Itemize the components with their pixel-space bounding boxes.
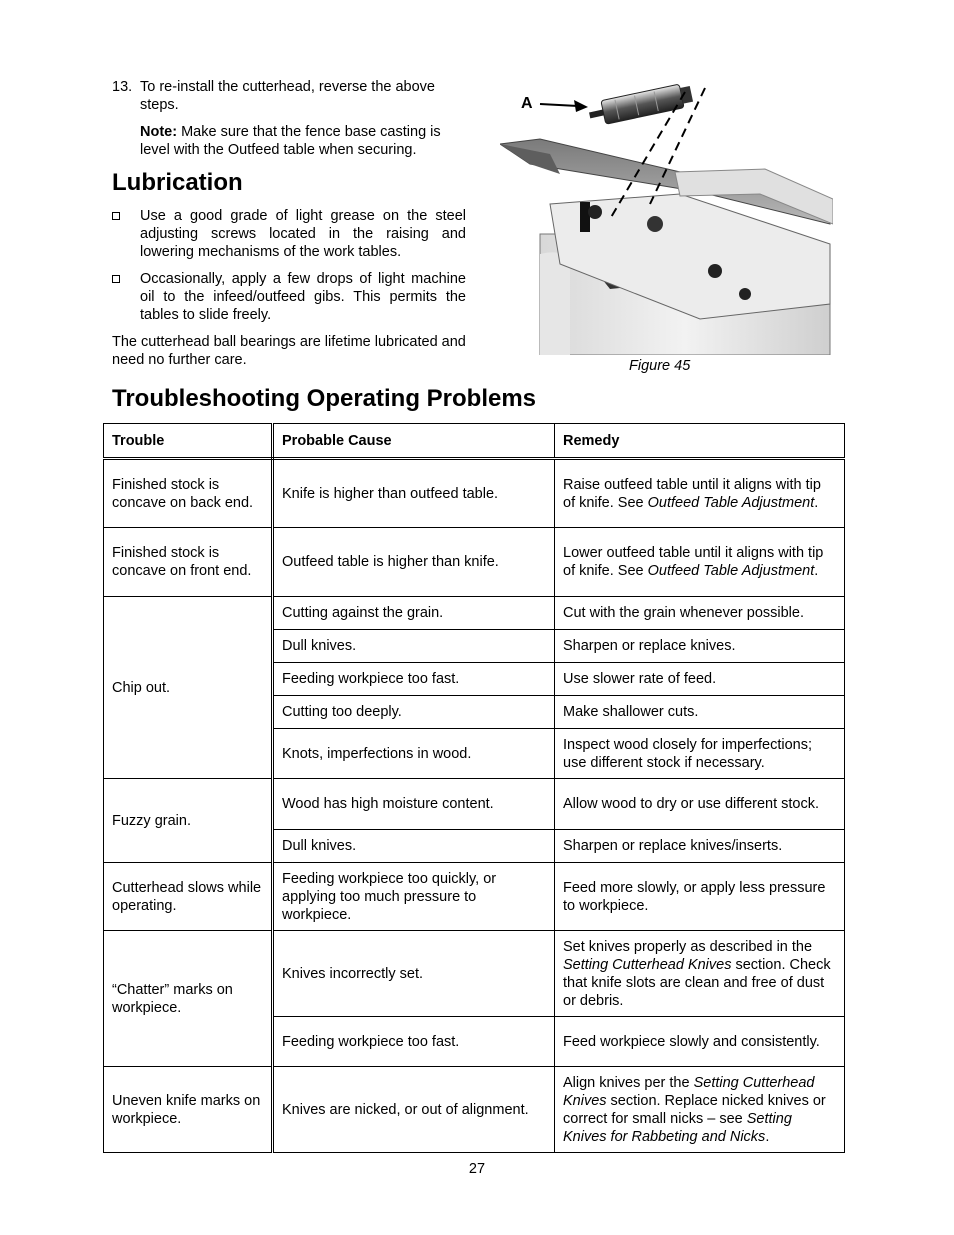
trouble-cell: Uneven knife marks on workpiece.: [104, 1067, 273, 1153]
step-13-number: 13.: [112, 79, 133, 95]
trouble-cell: Finished stock is concave on back end.: [104, 459, 273, 528]
cause-cell: Knots, imperfections in wood.: [273, 729, 555, 779]
lubrication-bullet-2: [112, 270, 466, 324]
cause-cell: Knives are nicked, or out of alignment.: [273, 1067, 555, 1153]
remedy-reference: Outfeed Table Adjustment: [647, 563, 815, 579]
trouble-cell: Cutterhead slows while operating.: [104, 863, 273, 931]
cause-cell: Wood has high moisture content.: [273, 779, 555, 830]
jointer-figure: [500, 84, 833, 355]
figure-caption: Figure 45: [629, 358, 691, 374]
remedy-reference: Setting Knives for Rabbeting and Nicks: [563, 1110, 792, 1145]
cause-cell: Dull knives.: [273, 830, 555, 863]
lubrication-bullet-text: Occasionally, apply a few drops of light machine oil to the infeed/outfeed gibs. This permits the tables to slide freely.: [140, 271, 466, 323]
cause-cell: Feeding workpiece too fast.: [273, 663, 555, 696]
remedy-tail: .: [814, 563, 819, 579]
remedy-cell: [555, 459, 845, 528]
remedy-cell: Allow wood to dry or use different stock.: [555, 779, 845, 830]
troubleshooting-heading: Troubleshooting Operating Problems: [112, 385, 537, 412]
table-row: [104, 597, 845, 630]
table-row: [104, 863, 845, 931]
trouble-cell: Fuzzy grain.: [104, 779, 273, 863]
lubrication-bullet-text: Use a good grade of light grease on the steel adjusting screws located in the raising and lowering mechanisms of the work tables.: [140, 208, 466, 260]
cause-cell: Dull knives.: [273, 630, 555, 663]
remedy-cell: Make shallower cuts.: [555, 696, 845, 729]
step-13-text: To re-install the cutterhead, reverse the above steps.: [140, 79, 435, 113]
trouble-cell: “Chatter” marks on workpiece.: [104, 931, 273, 1067]
trouble-cell: Finished stock is concave on front end.: [104, 528, 273, 597]
remedy-cell: Cut with the grain whenever possible.: [555, 597, 845, 630]
checkbox-bullet-icon: [112, 212, 120, 220]
checkbox-bullet-icon: [112, 275, 120, 283]
remedy-cell: [555, 1067, 845, 1153]
note-text: Make sure that the fence base casting is level with the Outfeed table when securing.: [140, 124, 441, 158]
cause-cell: Knife is higher than outfeed table.: [273, 459, 555, 528]
remedy-reference: Setting Cutterhead Knives: [563, 1074, 815, 1109]
cause-cell: Outfeed table is higher than knife.: [273, 528, 555, 597]
table-row: [104, 459, 845, 528]
table-row: [104, 1067, 845, 1153]
lubrication-heading: Lubrication: [112, 169, 243, 196]
remedy-cell: Sharpen or replace knives/inserts.: [555, 830, 845, 863]
column-header-cause: Probable Cause: [273, 424, 555, 459]
note-label: Note:: [140, 124, 178, 140]
remedy-tail: .: [765, 1128, 770, 1145]
step-13-note: [140, 123, 466, 159]
remedy-cell: Feed workpiece slowly and consistently.: [555, 1017, 845, 1067]
page-number: 27: [468, 1161, 486, 1177]
cause-cell: Cutting against the grain.: [273, 597, 555, 630]
table-row: [104, 931, 845, 1017]
remedy-text: Raise outfeed table until it aligns with tip of knife. See: [563, 476, 821, 511]
cause-cell: Feeding workpiece too fast.: [273, 1017, 555, 1067]
jointer-illustration: [500, 84, 833, 355]
remedy-tail: .: [814, 494, 819, 511]
remedy-text: section. Replace nicked knives or correct for small nicks – see: [563, 1092, 826, 1127]
cause-cell: Cutting too deeply.: [273, 696, 555, 729]
remedy-tail: section. Check that knife slots are clean and free of dust or debris.: [563, 956, 831, 1009]
lubrication-closing: The cutterhead ball bearings are lifetime lubricated and need no further care.: [112, 334, 466, 368]
table-row: [104, 779, 845, 830]
callout-label-a: A: [521, 95, 533, 112]
column-header-trouble: Trouble: [104, 424, 273, 459]
column-header-remedy: Remedy: [555, 424, 845, 459]
remedy-cell: Use slower rate of feed.: [555, 663, 845, 696]
remedy-text: Align knives per the: [563, 1074, 694, 1091]
remedy-reference: Setting Cutterhead Knives: [563, 956, 732, 973]
remedy-cell: Inspect wood closely for imperfections; use different stock if necessary.: [555, 729, 845, 779]
remedy-text: Lower outfeed table until it aligns with tip of knife. See: [563, 545, 824, 579]
troubleshooting-table: [103, 423, 845, 1153]
remedy-cell: [555, 528, 845, 597]
remedy-cell: Sharpen or replace knives.: [555, 630, 845, 663]
remedy-reference: Outfeed Table Adjustment: [647, 494, 815, 511]
remedy-cell: Feed more slowly, or apply less pressure to workpiece.: [555, 863, 845, 931]
remedy-cell: [555, 931, 845, 1017]
table-header-row: [104, 424, 845, 459]
table-row: [104, 528, 845, 597]
trouble-cell: Chip out.: [104, 597, 273, 779]
step-13: [112, 78, 466, 159]
cause-cell: Knives incorrectly set.: [273, 931, 555, 1017]
cause-cell: Feeding workpiece too quickly, or applying too much pressure to workpiece.: [273, 863, 555, 931]
remedy-text: Set knives properly as described in the: [563, 938, 813, 955]
lubrication-bullet-1: [112, 207, 466, 261]
